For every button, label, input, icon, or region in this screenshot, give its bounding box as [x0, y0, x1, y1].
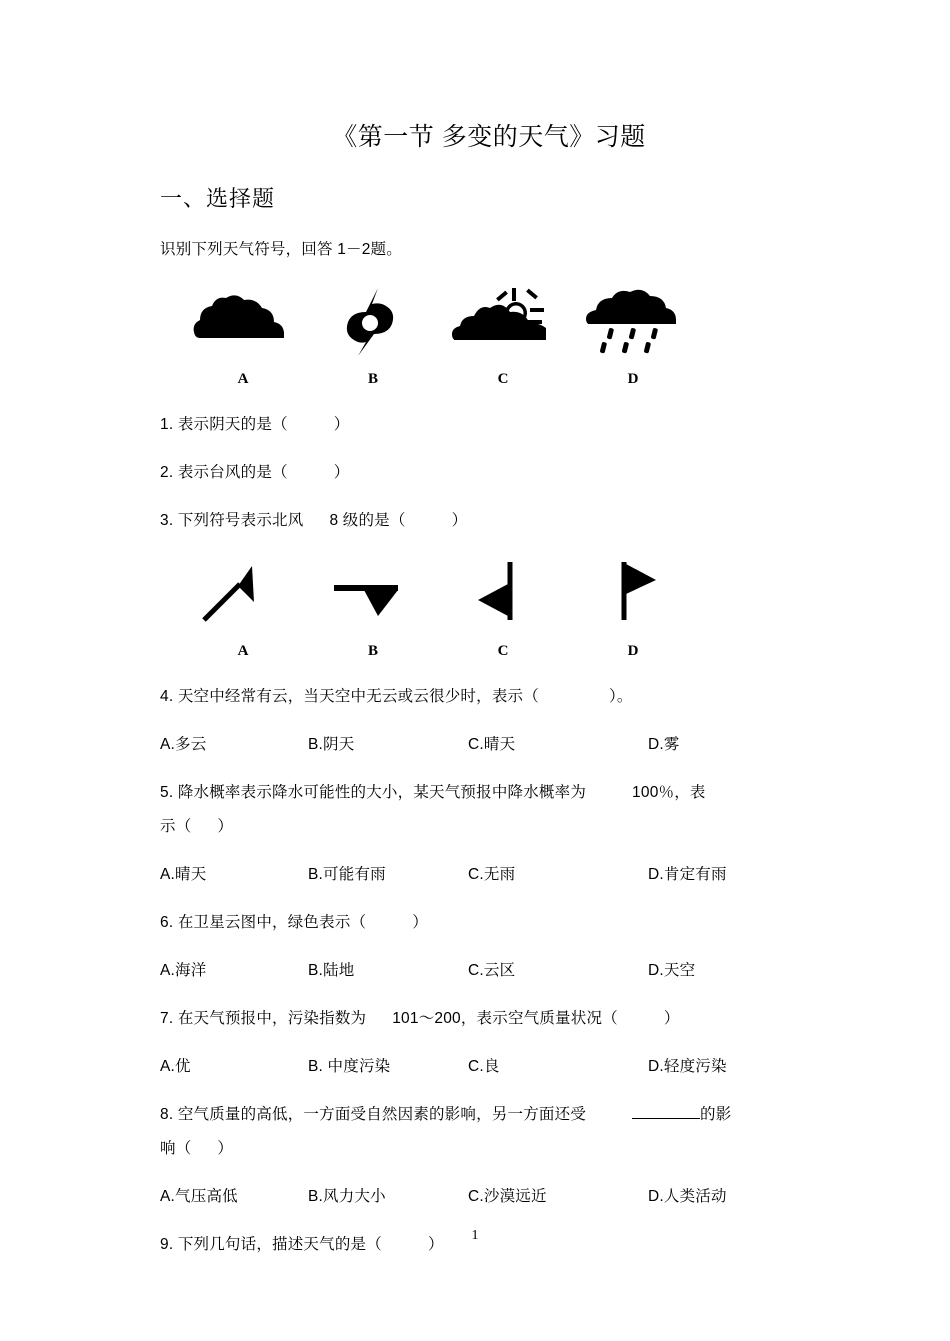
wind-barb-vertical-right-icon	[568, 554, 698, 632]
wind-symbol-cell-a	[178, 554, 308, 660]
option-a[interactable]: A.气压高低	[160, 1188, 238, 1205]
fill-in-blank[interactable]	[632, 1103, 700, 1119]
figure-label: B	[367, 371, 378, 387]
option-a[interactable]: A.多云	[160, 736, 207, 753]
question-9-text: 9. 下列几句话，描述天气的是（	[160, 1236, 382, 1253]
weather-symbol-cell-b	[308, 282, 438, 388]
rain-cloud-icon	[568, 282, 698, 360]
option-d[interactable]: D.轻度污染	[648, 1058, 727, 1075]
typhoon-spiral-icon	[308, 282, 438, 360]
question-7-options	[160, 1052, 800, 1082]
question-5-percent: 100％，表	[632, 784, 706, 801]
question-8-line-2	[160, 1134, 800, 1164]
weather-symbol-cell-c	[438, 282, 568, 388]
question-8-text-tail: 的影	[700, 1106, 732, 1123]
option-c[interactable]: C.晴天	[468, 736, 516, 753]
question-6	[160, 908, 800, 938]
question-5-text-cont: 示（	[160, 818, 192, 835]
question-8-close: ）	[217, 1140, 234, 1157]
question-5-options	[160, 860, 800, 890]
question-3-close: ）	[451, 512, 468, 529]
question-4-text: 4. 天空中经常有云，当天空中无云或云很少时，表示（	[160, 688, 539, 705]
question-9-close: ）	[427, 1236, 444, 1253]
figure-label: A	[237, 371, 249, 387]
wind-symbol-cell-d	[568, 554, 698, 660]
figure-label: C	[497, 371, 509, 387]
question-5-line-1	[160, 778, 800, 808]
option-d[interactable]: D.天空	[648, 962, 696, 979]
figure-label: C	[497, 643, 509, 659]
wind-barb-horizontal-icon	[308, 554, 438, 632]
option-b[interactable]: B.阴天	[308, 736, 355, 753]
option-d[interactable]: D.雾	[648, 736, 680, 753]
figure-label: D	[627, 643, 639, 659]
question-4-options	[160, 730, 800, 760]
option-d[interactable]: D.肯定有雨	[648, 866, 727, 883]
figure-label: D	[627, 371, 639, 387]
question-4-close: ）。	[608, 688, 633, 705]
question-2-close: ）	[333, 464, 350, 481]
section-heading-choice: 一、选择题	[160, 186, 276, 211]
figure-label: B	[367, 643, 378, 659]
wind-symbol-cell-c	[438, 554, 568, 660]
question-7-text: 7. 在天气预报中，污染指数为	[160, 1010, 367, 1027]
question-6-text: 6. 在卫星云图中，绿色表示（	[160, 914, 367, 931]
question-6-close: ）	[412, 914, 428, 931]
option-c[interactable]: C.沙漠远近	[468, 1188, 547, 1205]
question-3-text-mid: 8 级的是（	[329, 512, 406, 529]
weather-symbol-cell-a	[178, 282, 308, 388]
option-c[interactable]: C.无雨	[468, 866, 516, 883]
page-title: 《第一节 多变的天气》习题	[332, 123, 646, 151]
option-a[interactable]: A.优	[160, 1058, 191, 1075]
question-7-text-mid: 101～200，表示空气质量状况（	[392, 1010, 618, 1027]
question-2-text: 2. 表示台风的是（	[160, 464, 288, 481]
question-7-close: ）	[663, 1010, 680, 1027]
question-2	[160, 458, 800, 488]
question-5-close: ）	[217, 818, 234, 835]
question-6-options	[160, 956, 800, 986]
question-5-line-2	[160, 812, 800, 842]
question-3	[160, 506, 800, 536]
question-1	[160, 410, 800, 440]
option-a[interactable]: A.晴天	[160, 866, 207, 883]
overcast-cloud-icon	[178, 282, 308, 360]
wind-symbol-cell-b	[308, 554, 438, 660]
question-1-text: 1. 表示阴天的是（	[160, 416, 288, 433]
question-8-text: 8. 空气质量的高低，一方面受自然因素的影响，另一方面还受	[160, 1106, 587, 1123]
intro-instruction: 识别下列天气符号，回答 1－2题。	[160, 241, 402, 258]
question-8-text-cont: 响（	[160, 1140, 192, 1157]
option-b[interactable]: B. 中度污染	[308, 1058, 391, 1075]
wind-barb-diagonal-icon	[178, 554, 308, 632]
question-8-options	[160, 1182, 800, 1212]
page-number: 1	[471, 1228, 479, 1243]
option-b[interactable]: B.风力大小	[308, 1188, 386, 1205]
option-c[interactable]: C.云区	[468, 962, 516, 979]
question-3-text: 3. 下列符号表示北风	[160, 512, 304, 529]
option-a[interactable]: A.海洋	[160, 962, 207, 979]
option-d[interactable]: D.人类活动	[648, 1188, 727, 1205]
weather-symbol-cell-d	[568, 282, 698, 388]
option-c[interactable]: C.良	[468, 1058, 500, 1075]
question-1-close: ）	[333, 416, 350, 433]
question-5-text: 5. 降水概率表示降水可能性的大小，某天气预报中降水概率为	[160, 784, 587, 801]
wind-barb-vertical-left-icon	[438, 554, 568, 632]
wind-symbols-figure	[178, 554, 700, 660]
weather-symbols-figure	[178, 282, 700, 388]
option-b[interactable]: B.陆地	[308, 962, 355, 979]
question-8-line-1	[160, 1100, 800, 1130]
option-b[interactable]: B.可能有雨	[308, 866, 386, 883]
partly-cloudy-sun-icon	[438, 282, 568, 360]
figure-label: A	[237, 643, 249, 659]
question-4	[160, 682, 800, 712]
question-7	[160, 1004, 800, 1034]
document-content	[160, 120, 800, 1278]
